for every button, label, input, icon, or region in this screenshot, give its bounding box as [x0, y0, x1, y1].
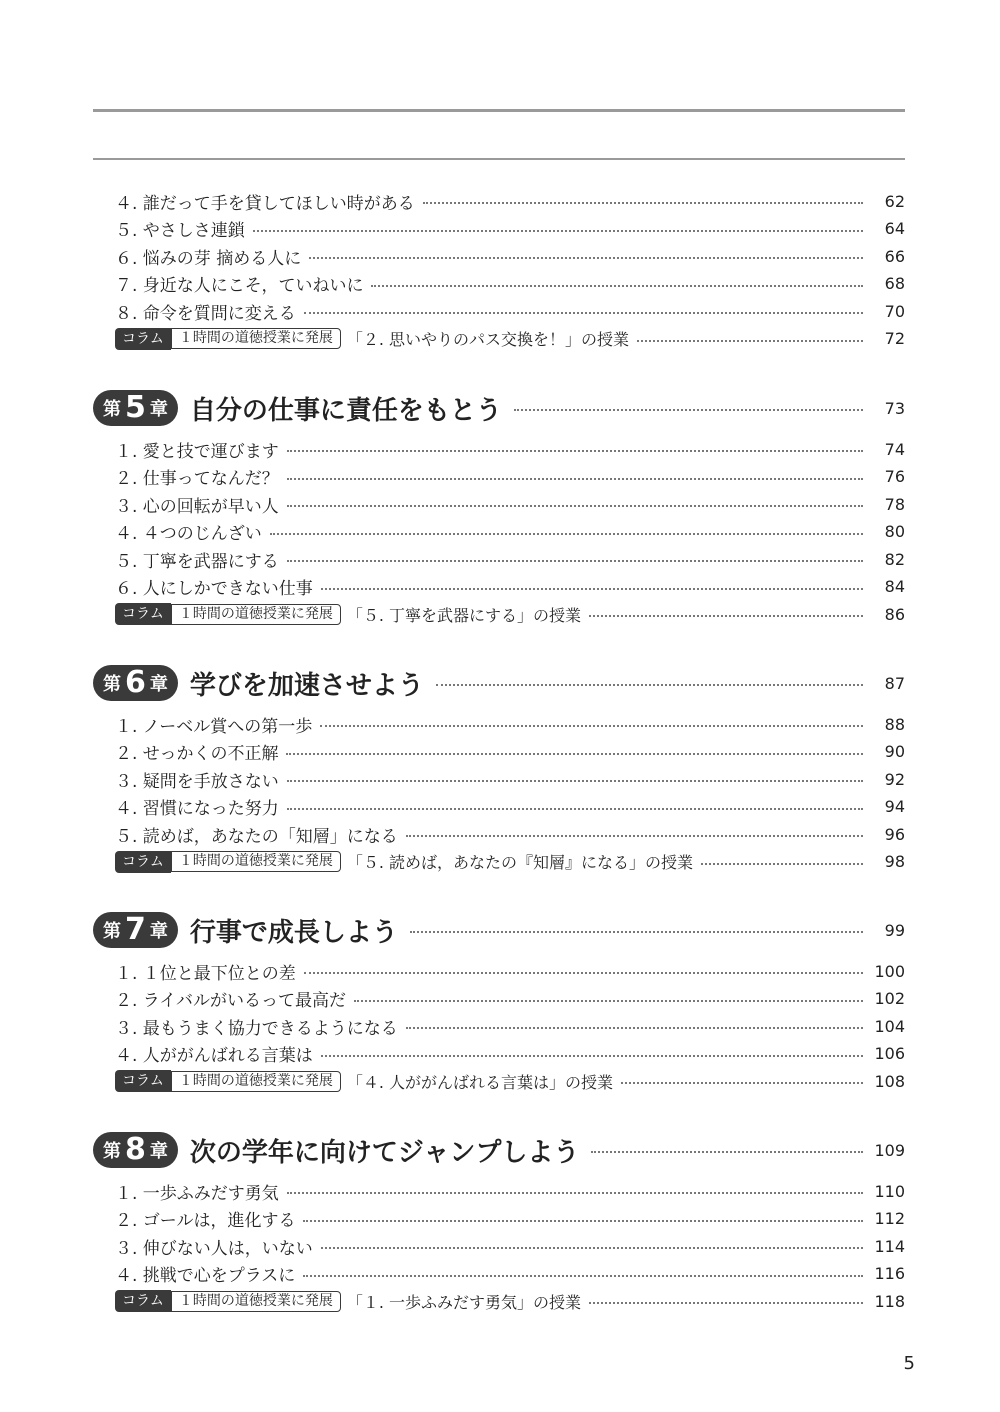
page-ref: 66: [884, 246, 905, 266]
dot-leader: [287, 780, 863, 782]
dot-leader: [303, 1220, 863, 1222]
chapter-title: 自分の仕事に責任をもとう: [189, 395, 502, 426]
page-ref: 110: [874, 1181, 905, 1201]
page-ref: 98: [884, 852, 905, 871]
chapter-prefix: 第: [103, 921, 121, 942]
column-tag: １時間の道徳授業に発展: [171, 851, 341, 872]
page-ref: 96: [884, 824, 905, 844]
toc-entry[interactable]: [93, 1041, 905, 1067]
dot-leader: [406, 1027, 863, 1029]
toc-entry[interactable]: [93, 216, 905, 242]
entry-title: ７. 身近な人にこそ，ていねいに: [115, 276, 364, 296]
entry-title: １. １位と最下位との差: [115, 963, 296, 984]
chapter-badge: [93, 912, 178, 948]
toc-entry[interactable]: [93, 464, 905, 490]
page-ref: 108: [874, 1071, 905, 1091]
dot-leader: [410, 931, 863, 933]
page-ref: 64: [884, 219, 905, 238]
dot-leader: [270, 533, 863, 535]
entry-title: ５. やさしさ連鎖: [115, 221, 245, 241]
header-rule-top: [93, 109, 905, 112]
page-ref: 90: [884, 742, 905, 761]
page-ref: 102: [874, 989, 905, 1008]
column-title: 「５. 丁寧を武器にする」の授業: [346, 605, 582, 625]
dot-leader: [287, 560, 863, 562]
page-ref: 88: [884, 714, 905, 734]
toc-entry[interactable]: [93, 794, 905, 820]
entry-title: １. 愛と技で運びます: [115, 441, 279, 462]
page-ref: 99: [884, 920, 905, 940]
entry-title: ２. 仕事ってなんだ？: [115, 469, 279, 489]
dot-leader: [406, 835, 863, 837]
toc-entry[interactable]: [93, 491, 905, 517]
toc-entry[interactable]: [93, 574, 905, 600]
toc-entry[interactable]: [93, 1178, 905, 1204]
toc-entry[interactable]: [93, 188, 905, 214]
entry-title: ４. 誰だって手を貸してほしい時がある: [115, 193, 415, 214]
column-badge: コラム: [115, 328, 171, 350]
chapter-suffix: 章: [149, 1141, 168, 1162]
column-entry[interactable]: [93, 849, 905, 875]
column-title: 「５. 読めば，あなたの『知層』になる」の授業: [346, 853, 694, 872]
page-ref: 62: [884, 191, 905, 211]
entry-title: １. ノーベル賞への第一歩: [115, 716, 313, 737]
page-ref: 116: [874, 1264, 905, 1283]
column-tag: １時間の道徳授業に発展: [171, 328, 341, 349]
chapter-suffix: 章: [149, 399, 168, 420]
page-ref: 84: [884, 577, 905, 596]
dot-leader: [287, 808, 863, 810]
toc-entry[interactable]: [93, 1013, 905, 1039]
column-tag: １時間の道徳授業に発展: [171, 1071, 341, 1092]
column-tag: １時間の道徳授業に発展: [171, 1291, 341, 1312]
dot-leader: [436, 684, 863, 686]
page-ref: 109: [874, 1140, 905, 1160]
toc-entry[interactable]: [93, 958, 905, 984]
dot-leader: [321, 1247, 863, 1249]
toc-entry[interactable]: [93, 766, 905, 792]
column-title: 「１. 一歩ふみだす勇気」の授業: [346, 1292, 582, 1312]
entry-title: ４. 人ががんばれる言葉は: [115, 1046, 313, 1066]
dot-leader: [321, 1055, 863, 1057]
toc-entry[interactable]: [93, 739, 905, 765]
toc-entry[interactable]: [93, 271, 905, 297]
page-ref: 72: [884, 329, 905, 348]
column-badge: コラム: [115, 603, 171, 625]
column-entry[interactable]: [93, 326, 905, 352]
entry-title: ４. ４つのじんざい: [115, 524, 262, 544]
toc-entry[interactable]: [93, 519, 905, 545]
dot-leader: [423, 202, 863, 204]
chapter-number: 8: [125, 1132, 146, 1167]
dot-leader: [304, 972, 863, 974]
dot-leader: [589, 615, 863, 617]
column-entry[interactable]: [93, 1288, 905, 1314]
entry-title: １. 一歩ふみだす勇気: [115, 1183, 279, 1204]
entry-title: ５. 丁寧を武器にする: [115, 551, 279, 572]
page-ref: 70: [884, 301, 905, 321]
entry-title: ６. 人にしかできない仕事: [115, 579, 313, 599]
dot-leader: [309, 257, 863, 259]
column-badge: コラム: [115, 1290, 171, 1312]
chapter-prefix: 第: [103, 674, 121, 695]
chapter-suffix: 章: [149, 674, 168, 695]
chapter-title: 学びを加速させよう: [189, 670, 424, 701]
header-rule-bottom: [93, 158, 905, 160]
page-ref: 74: [884, 439, 905, 459]
toc-entry[interactable]: [93, 1233, 905, 1259]
dot-leader: [287, 1192, 863, 1194]
toc-entry[interactable]: [93, 546, 905, 572]
page-ref: 86: [884, 604, 905, 624]
entry-title: ５. 読めば，あなたの「知層」になる: [115, 826, 398, 847]
dot-leader: [621, 1082, 863, 1084]
dot-leader: [589, 1302, 863, 1304]
dot-leader: [354, 1000, 863, 1002]
dot-leader: [253, 230, 863, 232]
entry-title: ３. 心の回転が早い人: [115, 496, 279, 517]
chapter-heading-8[interactable]: [93, 1130, 905, 1170]
chapter-heading-7[interactable]: [93, 910, 905, 950]
dot-leader: [287, 450, 863, 452]
column-badge: コラム: [115, 1070, 171, 1092]
page-ref: 87: [884, 673, 905, 693]
chapter-title: 次の学年に向けてジャンプしよう: [189, 1137, 580, 1168]
page-ref: 76: [884, 467, 905, 486]
page-ref: 78: [884, 494, 905, 514]
column-tag: １時間の道徳授業に発展: [171, 604, 341, 625]
entry-title: ２. ゴールは，進化する: [115, 1211, 296, 1231]
entry-title: ３. 伸びない人は，いない: [115, 1238, 313, 1259]
chapter-number: 6: [125, 665, 146, 700]
entry-title: ４. 挑戦で心をプラスに: [115, 1266, 296, 1286]
dot-leader: [287, 505, 863, 507]
page-ref: 100: [874, 961, 905, 981]
chapter-heading-6[interactable]: [93, 663, 905, 703]
page-ref: 118: [874, 1291, 905, 1311]
dot-leader: [637, 340, 863, 342]
page-ref: 92: [884, 769, 905, 789]
page-number: 5: [903, 1353, 915, 1374]
page-ref: 104: [874, 1016, 905, 1036]
column-title: 「４. 人ががんばれる言葉は」の授業: [346, 1072, 614, 1092]
entry-title: ２. ライバルがいるって最高だ: [115, 991, 346, 1011]
dot-leader: [591, 1151, 863, 1153]
column-badge: コラム: [115, 851, 171, 873]
chapter-number: 5: [125, 390, 146, 425]
page-ref: 106: [874, 1044, 905, 1063]
toc-entry[interactable]: [93, 436, 905, 462]
chapter-title: 行事で成長しよう: [189, 917, 398, 948]
dot-leader: [514, 409, 863, 411]
dot-leader: [286, 753, 863, 755]
dot-leader: [287, 478, 863, 480]
chapter-prefix: 第: [103, 399, 121, 420]
dot-leader: [320, 725, 863, 727]
dot-leader: [701, 863, 863, 865]
column-entry[interactable]: [93, 1068, 905, 1094]
page-ref: 114: [874, 1236, 905, 1256]
toc-entry[interactable]: [93, 711, 905, 737]
toc-entry[interactable]: [93, 1261, 905, 1287]
entry-title: ２. せっかくの不正解: [115, 744, 279, 764]
entry-title: ６. 悩みの芽 摘める人に: [115, 248, 302, 269]
entry-title: ４. 習慣になった努力: [115, 799, 279, 819]
page-ref: 82: [884, 549, 905, 569]
chapter-suffix: 章: [149, 921, 168, 942]
column-entry[interactable]: [93, 601, 905, 627]
toc-entry[interactable]: [93, 821, 905, 847]
chapter-badge: [93, 665, 178, 701]
chapter-badge: [93, 1132, 178, 1168]
chapter-badge: [93, 390, 178, 426]
page-ref: 112: [874, 1209, 905, 1228]
entry-title: ３. 疑問を手放さない: [115, 771, 279, 792]
dot-leader: [321, 588, 863, 590]
chapter-number: 7: [125, 912, 146, 947]
dot-leader: [304, 312, 863, 314]
dot-leader: [371, 285, 863, 287]
entry-title: ３. 最もうまく協力できるようになる: [115, 1018, 398, 1039]
entry-title: ８. 命令を質問に変える: [115, 303, 296, 324]
toc-entry[interactable]: [93, 986, 905, 1012]
page-ref: 80: [884, 522, 905, 541]
page-ref: 68: [884, 274, 905, 293]
chapter-prefix: 第: [103, 1141, 121, 1162]
page-ref: 73: [884, 398, 905, 418]
toc-entry[interactable]: [93, 243, 905, 269]
toc-entry[interactable]: [93, 298, 905, 324]
dot-leader: [303, 1275, 863, 1277]
chapter-heading-5[interactable]: [93, 388, 905, 428]
page-ref: 94: [884, 797, 905, 816]
column-title: 「２. 思いやりのパス交換を！」の授業: [346, 330, 630, 349]
toc-entry[interactable]: [93, 1206, 905, 1232]
